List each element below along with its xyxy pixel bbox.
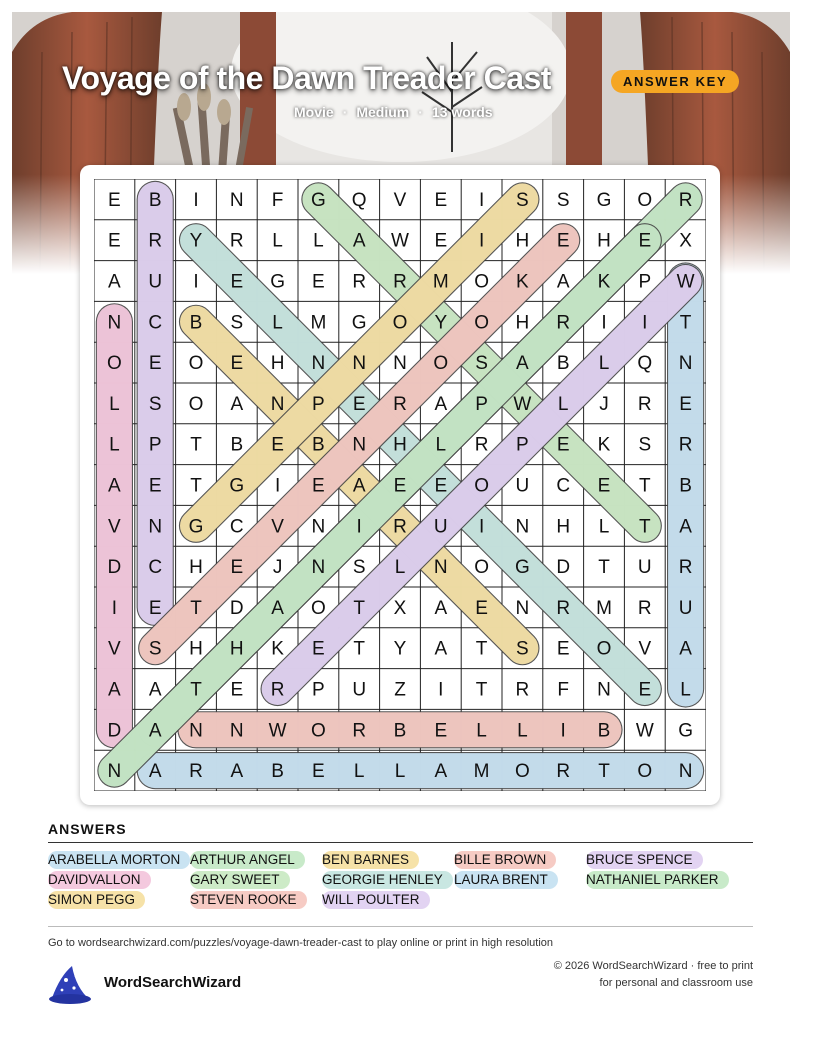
grid-letter: I — [356, 516, 362, 538]
meta-separator: · — [342, 104, 348, 120]
answer-word: DAVIDVALLON — [48, 871, 151, 889]
grid-letter: N — [393, 353, 407, 375]
grid-letter: V — [108, 638, 121, 660]
grid-letter: B — [312, 434, 325, 456]
grid-letter: R — [515, 679, 530, 701]
grid-letter: E — [312, 475, 325, 497]
grid-letter: C — [148, 557, 163, 579]
answer-word: BEN BARNES — [322, 851, 419, 869]
grid-letter: X — [679, 230, 692, 252]
grid-letter: N — [678, 761, 693, 783]
grid-letter: T — [638, 475, 651, 497]
grid-letter: O — [474, 475, 489, 497]
grid-letter: E — [434, 720, 448, 742]
grid-letter: V — [271, 516, 284, 538]
grid-letter: I — [478, 230, 485, 252]
grid-letter: O — [637, 761, 653, 783]
grid-letter: M — [473, 761, 490, 783]
grid-letter: L — [517, 720, 528, 742]
grid-letter: S — [230, 312, 244, 334]
grid-letter: I — [642, 312, 648, 334]
grid-letter: N — [311, 557, 326, 579]
grid-letter: R — [393, 516, 407, 538]
grid-letter: A — [434, 638, 448, 660]
grid-letter: O — [433, 353, 449, 375]
grid-letter: N — [352, 434, 367, 456]
grid-letter: P — [638, 271, 652, 293]
grid-letter: E — [597, 475, 611, 497]
grid-letter: H — [515, 312, 530, 334]
grid-letter: O — [474, 557, 489, 579]
grid-letter: E — [108, 230, 121, 252]
grid-letter: N — [270, 393, 285, 415]
grid-letter: G — [188, 516, 204, 538]
grid-letter: R — [352, 720, 367, 742]
grid-letter: H — [270, 353, 285, 375]
grid-letter: Y — [393, 638, 407, 660]
grid-letter: P — [312, 679, 325, 701]
grid-letter: E — [271, 434, 284, 456]
grid-letter: A — [556, 271, 570, 293]
grid-letter: P — [475, 393, 488, 415]
grid-letter: T — [638, 516, 651, 538]
answer-word: ARTHUR ANGEL — [190, 851, 305, 869]
grid-letter: W — [391, 230, 409, 252]
grid-letter: J — [599, 393, 609, 415]
grid-letter: A — [679, 516, 692, 538]
footer-divider — [48, 926, 753, 927]
grid-letter: N — [107, 312, 122, 334]
grid-letter: E — [434, 189, 448, 211]
answer-key-badge: ANSWER KEY — [611, 70, 739, 93]
grid-letter: G — [229, 475, 245, 497]
grid-letter: E — [434, 230, 448, 252]
grid-letter: F — [557, 679, 570, 701]
grid-letter: G — [311, 189, 326, 211]
grid-letter: F — [271, 189, 284, 211]
grid-letter: W — [635, 720, 654, 742]
grid-letter: P — [312, 393, 325, 415]
copyright-text: © 2026 WordSearchWizard · free to print for personal and classroom use — [553, 960, 753, 989]
grid-letter: A — [108, 271, 121, 293]
grid-letter: T — [598, 557, 610, 579]
grid-letter: R — [189, 761, 203, 783]
grid-letter: A — [434, 597, 448, 619]
grid-letter: C — [556, 475, 571, 497]
grid-letter: O — [637, 189, 653, 211]
grid-letter: U — [515, 475, 530, 497]
grid-letter: I — [478, 189, 485, 211]
grid-letter: O — [107, 353, 122, 375]
grid-letter: L — [680, 679, 691, 701]
grid-letter: E — [230, 679, 244, 701]
grid-letter: S — [516, 638, 529, 660]
grid-letter: L — [313, 230, 324, 252]
grid-letter: L — [272, 230, 283, 252]
grid-letter: L — [598, 353, 610, 375]
grid-letter: E — [556, 638, 570, 660]
grid-letter: A — [108, 475, 121, 497]
grid-letter: T — [598, 761, 610, 783]
grid-letter: D — [229, 597, 244, 619]
grid-letter: Y — [189, 230, 203, 252]
grid-letter: R — [678, 189, 693, 211]
grid-letter: R — [678, 557, 693, 579]
grid-letter: Q — [351, 189, 367, 211]
grid-letter: I — [438, 679, 444, 701]
grid-letter: E — [393, 475, 407, 497]
letter-grid — [94, 179, 706, 791]
wizard-hat-icon — [46, 962, 94, 1006]
grid-letter: P — [148, 434, 162, 456]
grid-letter: T — [353, 638, 366, 660]
grid-letter: W — [676, 271, 695, 293]
puzzle-title: Voyage of the Dawn Treader Cast — [62, 60, 551, 96]
grid-letter: E — [230, 557, 244, 579]
answer-word: NATHANIEL PARKER — [586, 871, 729, 889]
grid-letter: U — [433, 516, 448, 538]
grid-letter: A — [271, 597, 284, 619]
grid-letter: H — [189, 638, 203, 660]
meta-difficulty: Medium — [356, 104, 410, 120]
grid-letter: P — [516, 434, 529, 456]
grid-letter: N — [311, 353, 326, 375]
grid-letter: A — [434, 393, 448, 415]
grid-letter: S — [475, 353, 488, 375]
grid-letter: R — [637, 393, 652, 415]
grid-letter: S — [352, 557, 366, 579]
grid-letter: E — [148, 597, 162, 619]
grid-letter: L — [109, 393, 120, 415]
grid-letter: U — [678, 597, 693, 619]
grid-letter: B — [230, 434, 244, 456]
grid-letter: A — [679, 638, 692, 660]
grid-letter: I — [601, 312, 607, 334]
grid-letter: H — [393, 434, 407, 456]
grid-letter: E — [312, 271, 325, 293]
grid-letter: N — [311, 516, 326, 538]
grid-letter: E — [638, 230, 652, 252]
answers-heading: ANSWERS — [48, 821, 127, 837]
grid-letter: K — [597, 271, 611, 293]
grid-letter: N — [148, 516, 163, 538]
grid-letter: E — [312, 638, 325, 660]
grid-letter: I — [111, 597, 118, 619]
grid-letter: N — [107, 761, 122, 783]
grid-letter: L — [394, 761, 406, 783]
grid-letter: H — [189, 557, 203, 579]
grid-letter: T — [475, 679, 488, 701]
grid-letter: E — [679, 393, 692, 415]
brand-name: WordSearchWizard — [104, 974, 242, 991]
grid-letter: M — [596, 597, 612, 619]
grid-letter: E — [556, 434, 570, 456]
answer-word: LAURA BRENT — [454, 871, 558, 889]
footer-url-text: Go to wordsearchwizard.com/puzzles/voyage-dawn-treader-cast to play online or print in high resolution — [48, 937, 554, 949]
grid-letter: Q — [637, 353, 653, 375]
grid-letter: K — [597, 434, 611, 456]
grid-letter: G — [270, 271, 285, 293]
grid-letter: E — [556, 230, 570, 252]
grid-letter: N — [229, 720, 244, 742]
grid-letter: A — [352, 230, 366, 252]
grid-letter: A — [516, 353, 529, 375]
grid-letter: R — [556, 761, 571, 783]
grid-letter: B — [597, 720, 611, 742]
grid-letter: L — [394, 557, 406, 579]
grid-letter: C — [148, 312, 163, 334]
grid-letter: E — [352, 393, 366, 415]
grid-letter: A — [108, 679, 121, 701]
grid-letter: M — [432, 271, 449, 293]
grid-letter: R — [556, 597, 571, 619]
grid-letter: R — [393, 393, 407, 415]
grid-letter: B — [271, 761, 284, 783]
answer-word: GEORGIE HENLEY — [322, 871, 453, 889]
grid-letter: N — [515, 516, 530, 538]
grid-letter: N — [433, 557, 448, 579]
grid-letter: B — [148, 189, 162, 211]
grid-letter: N — [597, 679, 611, 701]
grid-letter: E — [230, 353, 244, 375]
grid-letter: O — [515, 761, 530, 783]
answer-word: GARY SWEET — [190, 871, 290, 889]
meta-word-count: 13 words — [431, 104, 493, 120]
grid-letter: L — [476, 720, 487, 742]
grid-letter: E — [638, 679, 652, 701]
grid-letter: D — [107, 720, 122, 742]
grid-letter: T — [190, 597, 202, 619]
grid-letter: L — [109, 434, 120, 456]
answers-divider — [48, 842, 753, 843]
grid-letter: A — [148, 679, 162, 701]
grid-letter: S — [148, 638, 162, 660]
grid-letter: B — [556, 353, 570, 375]
grid-letter: L — [272, 312, 283, 334]
grid-letter: D — [107, 557, 122, 579]
grid-letter: N — [352, 353, 367, 375]
grid-letter: R — [229, 230, 244, 252]
grid-letter: E — [312, 761, 325, 783]
grid-letter: X — [393, 597, 407, 619]
grid-letter: R — [678, 434, 693, 456]
grid-letter: R — [474, 434, 489, 456]
grid-letter: M — [310, 312, 327, 334]
grid-letter: H — [515, 230, 530, 252]
grid-letter: E — [148, 353, 162, 375]
grid-letter: O — [188, 353, 204, 375]
grid-letter: T — [475, 638, 488, 660]
grid-letter: B — [679, 475, 692, 497]
answer-word: ARABELLA MORTON — [48, 851, 190, 869]
grid-letter: S — [516, 189, 529, 211]
grid-letter: I — [274, 475, 281, 497]
grid-letter: A — [230, 761, 244, 783]
grid-letter: N — [229, 189, 244, 211]
grid-letter: W — [513, 393, 532, 415]
grid-letter: H — [229, 638, 244, 660]
grid-letter: O — [311, 597, 326, 619]
grid-letter: A — [352, 475, 366, 497]
answer-word: BRUCE SPENCE — [586, 851, 703, 869]
answer-word: WILL POULTER — [322, 891, 430, 909]
grid-letter: H — [597, 230, 611, 252]
grid-letter: A — [434, 761, 448, 783]
grid-letter: G — [678, 720, 693, 742]
grid-letter: T — [190, 434, 202, 456]
grid-letter: B — [393, 720, 407, 742]
grid-letter: N — [189, 720, 203, 742]
answer-word: SIMON PEGG — [48, 891, 145, 909]
grid-letter: U — [352, 679, 367, 701]
grid-letter: L — [353, 761, 365, 783]
grid-letter: R — [556, 312, 571, 334]
answer-word: STEVEN ROOKE — [190, 891, 307, 909]
grid-letter: G — [596, 189, 612, 211]
grid-letter: O — [311, 720, 326, 742]
grid-letter: V — [108, 516, 121, 538]
grid-letter: E — [108, 189, 121, 211]
grid-letter: A — [148, 761, 162, 783]
grid-letter: V — [393, 189, 407, 211]
grid-letter: D — [556, 557, 571, 579]
grid-letter: V — [638, 638, 652, 660]
grid-letter: N — [515, 597, 530, 619]
grid-letter: R — [393, 271, 407, 293]
meta-category: Movie — [294, 104, 334, 120]
meta-separator: · — [418, 104, 423, 120]
grid-letter: R — [148, 230, 163, 252]
grid-letter: T — [190, 475, 202, 497]
grid-letter: I — [193, 271, 199, 293]
grid-letter: T — [353, 597, 366, 619]
answer-word: BILLE BROWN — [454, 851, 556, 869]
grid-letter: E — [475, 597, 488, 619]
grid-letter: S — [556, 189, 570, 211]
grid-letter: A — [148, 720, 162, 742]
grid-letter: I — [193, 189, 199, 211]
grid-letter: Z — [394, 679, 406, 701]
grid-letter: B — [189, 312, 203, 334]
grid-letter: L — [557, 393, 569, 415]
grid-letter: L — [598, 516, 610, 538]
grid-letter: K — [271, 638, 284, 660]
grid-letter: S — [638, 434, 652, 456]
grid-letter: L — [435, 434, 447, 456]
grid-letter: O — [188, 393, 204, 415]
grid-letter: S — [148, 393, 162, 415]
grid-letter: U — [148, 271, 163, 293]
grid-letter: T — [679, 312, 692, 334]
grid-letter: N — [678, 353, 693, 375]
grid-letter: I — [560, 720, 566, 742]
grid-letter: O — [474, 271, 489, 293]
grid-letter: O — [474, 312, 489, 334]
grid-letter: R — [352, 271, 367, 293]
grid-letter: T — [190, 679, 202, 701]
grid-letter: J — [272, 557, 283, 579]
grid-letter: E — [434, 475, 448, 497]
grid-letter: G — [351, 312, 367, 334]
puzzle-meta — [294, 104, 493, 120]
grid-letter: W — [268, 720, 287, 742]
grid-letter: H — [556, 516, 571, 538]
grid-letter: U — [637, 557, 652, 579]
grid-letter: G — [515, 557, 530, 579]
grid-letter: E — [148, 475, 162, 497]
grid-letter: I — [478, 516, 485, 538]
grid-letter: E — [230, 271, 244, 293]
grid-letter: Y — [434, 312, 448, 334]
grid-letter: R — [270, 679, 285, 701]
grid-letter: K — [516, 271, 529, 293]
grid-letter: A — [230, 393, 244, 415]
grid-letter: O — [596, 638, 612, 660]
grid-letter: C — [229, 516, 244, 538]
grid-letter: O — [392, 312, 408, 334]
grid-letter: R — [637, 597, 652, 619]
